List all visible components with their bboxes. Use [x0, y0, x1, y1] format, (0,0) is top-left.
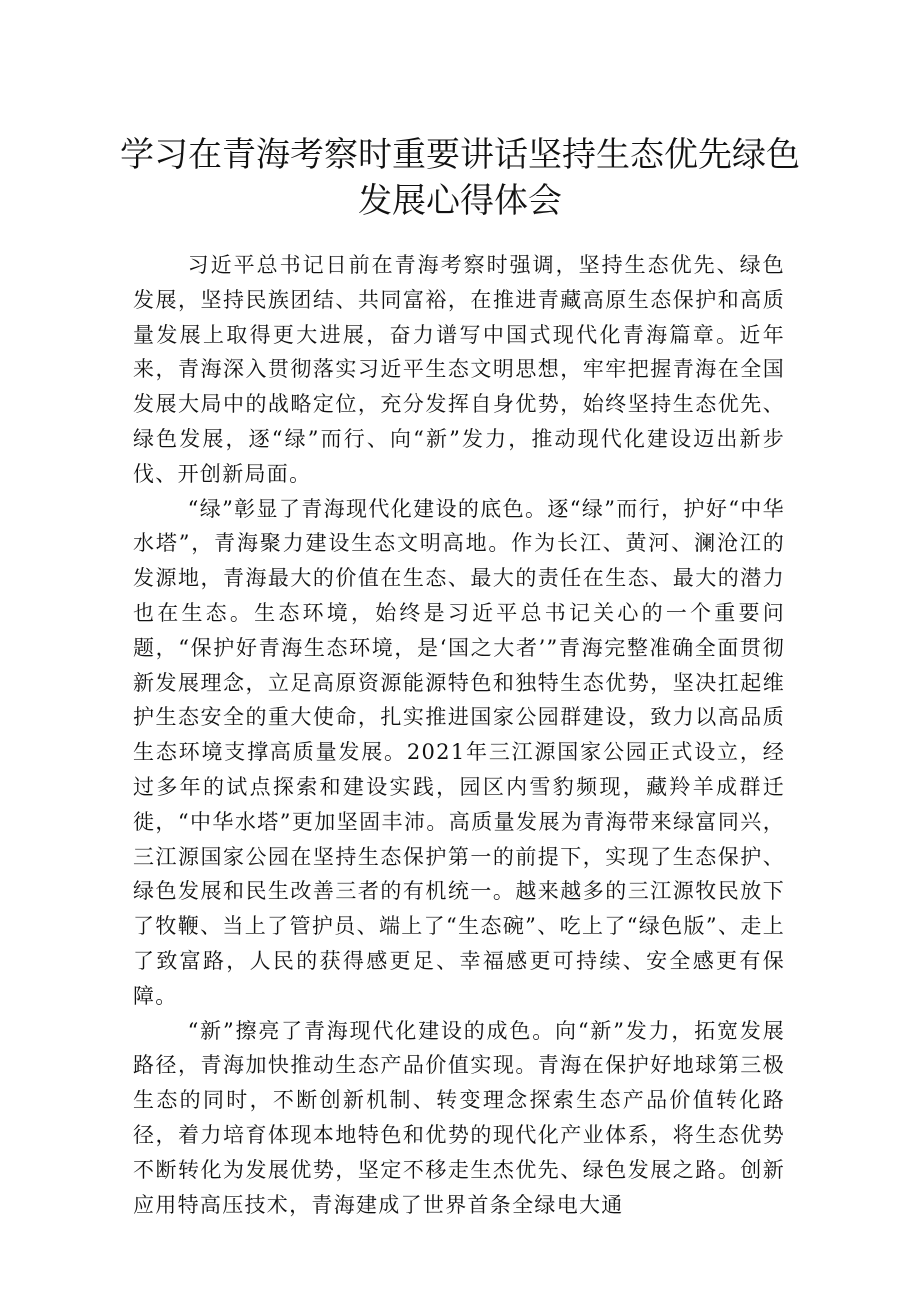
paragraph-green: “绿”彰显了青海现代化建设的底色。逐“绿”而行，护好“中华水塔”，青海聚力建设生态文明高地。作为长江、黄河、澜沧江的发源地，青海最大的价值在生态、最大的责任在生态、最大的潜力也在生态。生态环境，始终是习近平总书记关心的一个重要问题，“保护好青海生态环境，是‘国之大者’”青海完整准确全面贯彻新发展理念，立足高原资源能源特色和独特生态优势，坚决扛起维护生态安全的重大使命，扎实推进国家公园群建设，致力以高品质生态环境支撑高质量发展。2021年三江源国家公园正式设立，经过多年的试点探索和建设实践，园区内雪豹频现，藏羚羊成群迁徙，“中华水塔”更加坚固丰沛。高质量发展为青海带来绿富同兴，三江源国家公园在坚持生态保护第一的前提下，实现了生态保护、绿色发展和民生改善三者的有机统一。越来越多的三江源牧民放下了牧鞭、当上了管护员、端上了“生态碗”、吃上了“绿色版”、走上了致富路，人民的获得感更足、幸福感更可持续、安全感更有保障。: [133, 496, 785, 1008]
paragraph-intro: 习近平总书记日前在青海考察时强调，坚持生态优先、绿色发展，坚持民族团结、共同富裕，在推进青藏高原生态保护和高质量发展上取得更大进展，奋力谱写中国式现代化青海篇章。近年来，青海深入贯彻落实习近平生态文明思想，牢牢把握青海在全国发展大局中的战略定位，充分发挥自身优势，始终坚持生态优先、绿色发展，逐“绿”而行、向“新”发力，推动现代化建设迈出新步伐、开创新局面。: [133, 253, 785, 486]
document-title: 学习在青海考察时重要讲话坚持生态优先绿色发展心得体会: [120, 135, 800, 221]
paragraph-new: “新”擦亮了青海现代化建设的成色。向“新”发力，拓宽发展路径，青海加快推动生态产品价值实现。青海在保护好地球第三极生态的同时，不断创新机制、转变理念探索生态产品价值转化路径，着力培育体现本地特色和优势的现代化产业体系，将生态优势不断转化为发展优势，坚定不移走生杰优先、绿色发展之路。创新应用特高压技术，青海建成了世界首条全绿电大通: [133, 1018, 785, 1217]
document-body: [133, 248, 785, 1222]
